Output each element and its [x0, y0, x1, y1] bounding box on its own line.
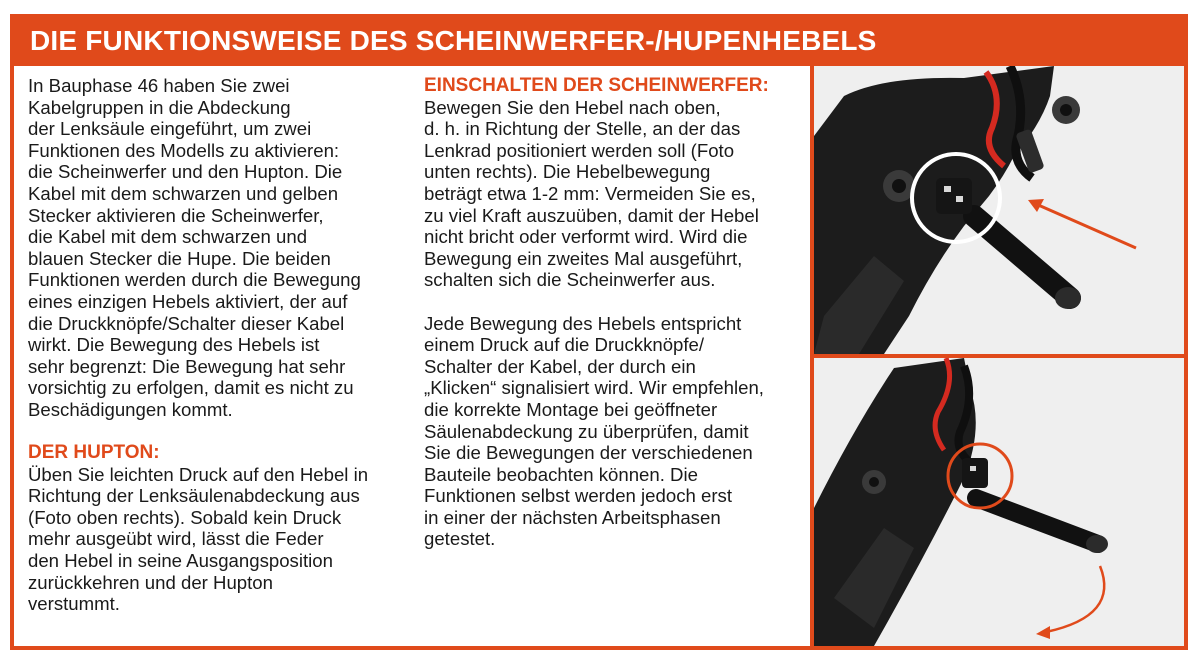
screw-hole-left-center	[892, 179, 906, 193]
text-line: Richtung der Lenksäulenabdeckung aus	[28, 485, 360, 507]
text-line: Bewegen Sie den Hebel nach oben,	[424, 96, 721, 118]
intro-paragraph	[28, 75, 410, 421]
screw-hole-left-center	[869, 477, 879, 487]
text-line: die korrekte Montage bei geöffneter	[424, 398, 718, 420]
lever-push-illustration	[814, 66, 1184, 354]
klicken-paragraph	[424, 313, 814, 551]
text-line: nicht bricht oder verformt wird. Wird die	[424, 226, 748, 248]
text-line: Funktionen des Modells zu aktivieren:	[28, 139, 340, 161]
info-panel	[10, 14, 1188, 650]
text-line: Funktionen werden durch die Bewegung	[28, 269, 361, 291]
text-line: (Foto oben rechts). Sobald kein Druck	[28, 506, 342, 528]
text-line: die Kabel mit dem schwarzen und	[28, 226, 308, 248]
text-line: Bauteile beobachten können. Die	[424, 463, 698, 485]
scheinwerfer-paragraph	[424, 97, 814, 291]
text-line: Bewegung ein zweites Mal ausgeführt,	[424, 247, 743, 269]
text-line: Stecker aktivieren die Scheinwerfer,	[28, 204, 324, 226]
text-line: d. h. in Richtung der Stelle, an der das	[424, 118, 741, 140]
text-line: in einer der nächsten Arbeitsphasen	[424, 506, 721, 528]
text-line: unten rechts). Die Hebelbewegung	[424, 161, 711, 183]
text-line: Üben Sie leichten Druck auf den Hebel in	[28, 463, 369, 485]
photo-lever-up	[814, 358, 1184, 646]
section-heading-hupton: DER HUPTON:	[28, 442, 160, 464]
section-heading-scheinwerfer: EINSCHALTEN DER SCHEINWERFER:	[424, 75, 769, 96]
text-line: einem Druck auf die Druckknöpfe/	[424, 334, 705, 356]
hupton-paragraph	[28, 464, 410, 615]
text-line: die Scheinwerfer und den Hupton. Die	[28, 161, 343, 183]
text-line: „Klicken“ signalisiert wird. Wir empfehlen,	[424, 377, 764, 399]
photo-lever-push	[814, 66, 1184, 358]
text-line: die Druckknöpfe/Schalter dieser Kabel	[28, 312, 345, 334]
text-line: Funktionen selbst werden jedoch erst	[424, 485, 733, 507]
lever-tip	[1055, 287, 1081, 309]
text-line: eines einzigen Hebels aktiviert, der auf	[28, 290, 348, 312]
text-line: beträgt etwa 1-2 mm: Vermeiden Sie es,	[424, 182, 756, 204]
text-line: der Lenksäule eingeführt, um zwei	[28, 118, 312, 140]
text-line: zu viel Kraft auszuüben, damit der Hebel	[424, 204, 759, 226]
text-line: Jede Bewegung des Hebels entspricht	[424, 312, 742, 334]
switch-contact	[956, 196, 963, 202]
text-line: Kabelgruppen in die Abdeckung	[28, 96, 291, 118]
text-line: Beschädigungen kommt.	[28, 398, 233, 420]
switch-housing	[962, 458, 988, 488]
text-line: schalten sich die Scheinwerfer aus.	[424, 269, 716, 291]
switch-contact	[970, 466, 976, 471]
text-line: den Hebel in seine Ausgangsposition	[28, 550, 333, 572]
page-title: DIE FUNKTIONSWEISE DES SCHEINWERFER-/HUPENHEBELS	[30, 25, 877, 56]
lever-up-illustration	[814, 358, 1184, 646]
switch-contact	[944, 186, 951, 192]
text-line: wirkt. Die Bewegung des Hebels ist	[28, 334, 320, 356]
text-line: getestet.	[424, 528, 496, 550]
text-line: sehr begrenzt: Die Bewegung hat sehr	[28, 355, 346, 377]
photo-column	[810, 66, 1184, 646]
screw-hole-right-center	[1060, 104, 1072, 116]
text-line: zurückkehren und der Hupton	[28, 571, 273, 593]
middle-column	[424, 75, 814, 550]
left-column	[28, 75, 410, 615]
text-line: mehr ausgeübt wird, lässt die Feder	[28, 528, 324, 550]
header-bar	[14, 18, 1184, 66]
text-line: Säulenabdeckung zu überprüfen, damit	[424, 420, 749, 442]
text-line: verstummt.	[28, 593, 120, 615]
lever-tip	[1086, 535, 1108, 553]
text-line: In Bauphase 46 haben Sie zwei	[28, 75, 290, 96]
text-line: Lenkrad positioniert werden soll (Foto	[424, 139, 735, 161]
text-line: vorsichtig zu erfolgen, damit es nicht zu	[28, 377, 354, 399]
text-line: Schalter der Kabel, der durch ein	[424, 355, 696, 377]
switch-housing	[936, 178, 972, 214]
text-line: blauen Stecker die Hupe. Die beiden	[28, 247, 331, 269]
text-line: Sie die Bewegungen der verschiedenen	[424, 442, 753, 464]
text-line: Kabel mit dem schwarzen und gelben	[28, 182, 339, 204]
